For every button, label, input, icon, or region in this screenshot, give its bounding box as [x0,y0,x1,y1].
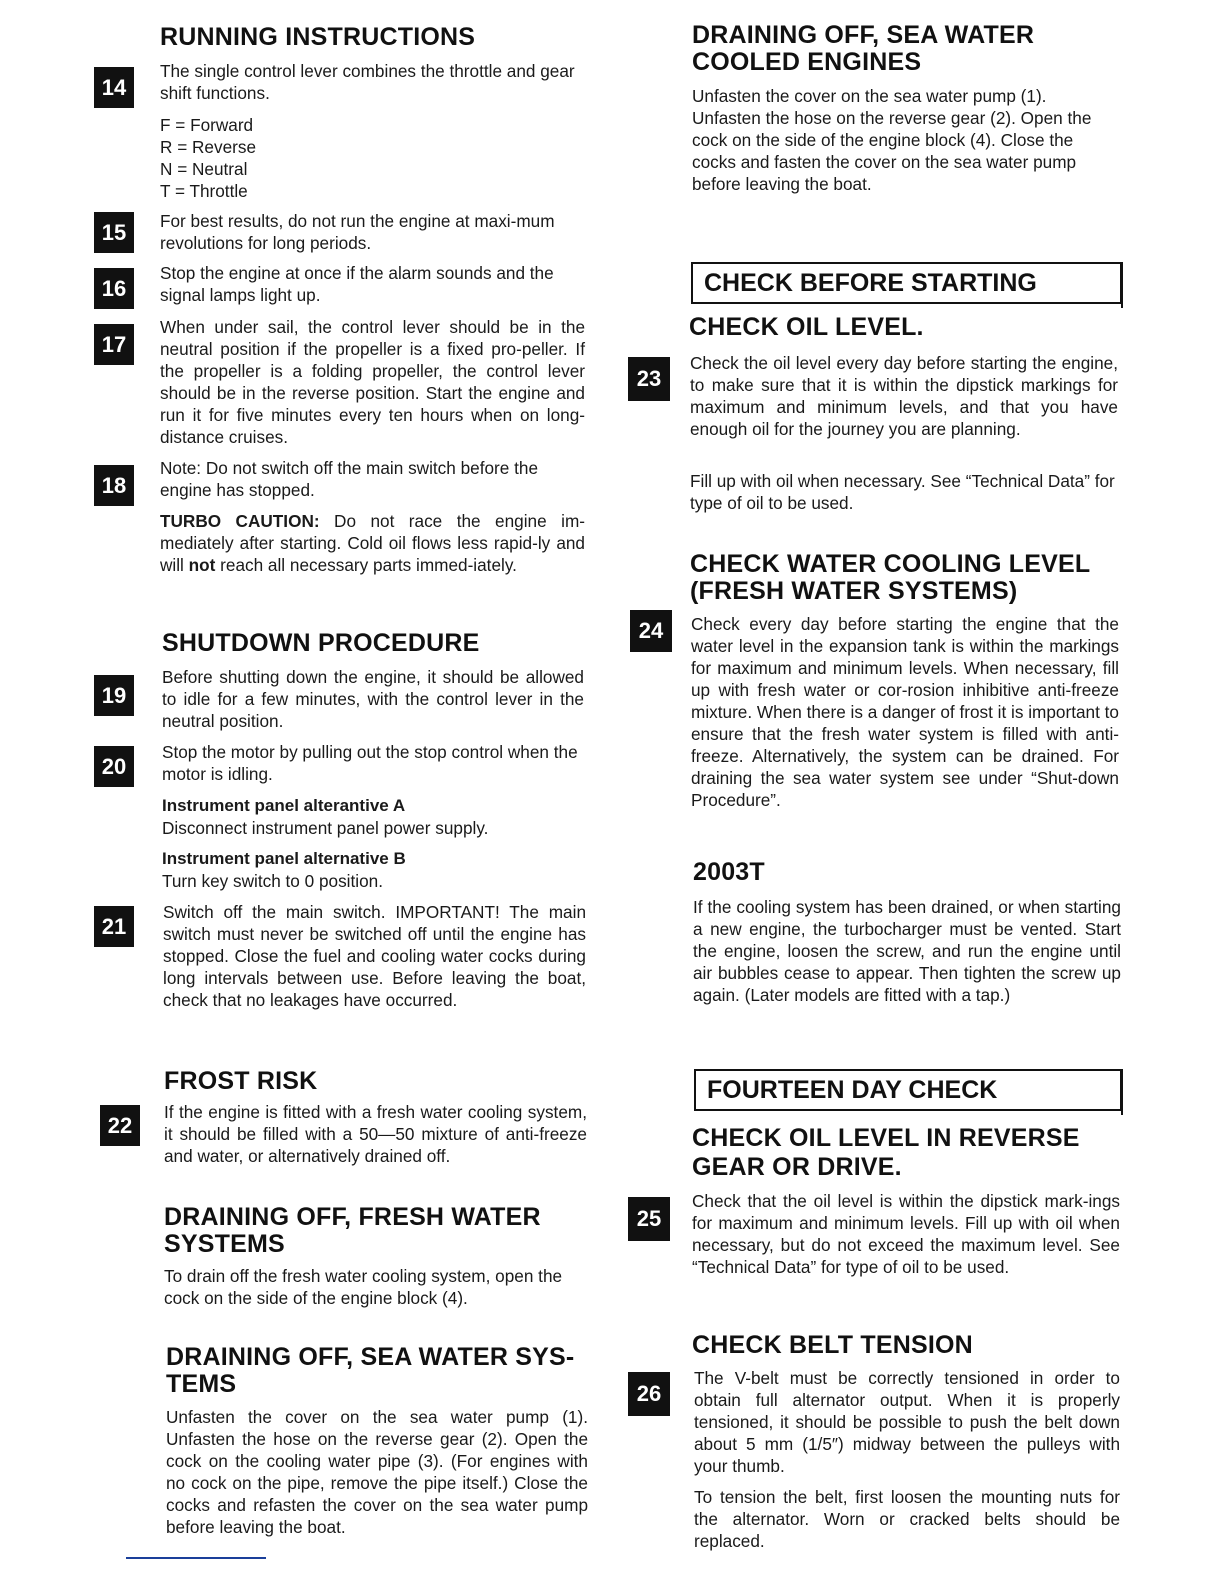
check-oil-gear-title: CHECK OIL LEVEL IN REVERSE GEAR OR DRIVE. [692,1124,1080,1181]
legend-throttle: T = Throttle [160,181,248,201]
step-badge-18: 18 [94,465,134,506]
step-18-text: Note: Do not switch off the main switch before the engine has stopped. [160,458,538,500]
blue-rule [126,1557,266,1559]
alt-a-block [162,794,584,839]
alt-b-label: Instrument panel alternative B [162,849,406,868]
step-badge-26: 26 [628,1372,670,1416]
check-before-starting-box: CHECK BEFORE STARTING [691,262,1122,304]
step-22-text: If the engine is fitted with a fresh water cooling system, it should be filled with a 50—50 mixture of anti-freeze and water, or alternatively drained off. [164,1102,587,1166]
step-25-text: Check that the oil level is within the dipstick mark-ings for maximum and minimum levels. Fill up with oil when necessary, but do not exceed the maximum level. See “Technical Data” for type of oil to be used. [692,1191,1120,1277]
step-26-text-2: To tension the belt, first loosen the mounting nuts for the alternator. Worn or cracked belts should be replaced. [694,1487,1120,1551]
step-badge-23: 23 [628,357,670,401]
step-badge-14: 14 [94,67,134,108]
running-instructions-title: RUNNING INSTRUCTIONS [160,23,476,51]
legend-neutral: N = Neutral [160,159,248,179]
turbo-caution-text-a: Do not race the engine im-mediately after starting. Cold oil flows less rapid-ly and will [160,511,585,575]
alt-a-label: Instrument panel alterantive A [162,796,406,815]
fourteen-day-check-box: FOURTEEN DAY CHECK [694,1069,1122,1111]
step-badge-24: 24 [630,610,672,652]
step-26-text: The V-belt must be correctly tensioned in order to obtain full alternator output. When it is properly tensioned, it should be possible to push the belt down about 5 mm (1/5″) midway between the pulleys with your thumb. [694,1368,1120,1476]
step-badge-22: 22 [100,1105,140,1146]
draining-sea-cooled-text: Unfasten the cover on the sea water pump (1). Unfasten the hose on the reverse gear (2). Open the cock on the side of the engine block (4). Close the cocks and fasten the cover on the sea water pump before leaving the boat. [692,86,1092,194]
step-badge-19: 19 [94,675,134,716]
step-23-text-2: Fill up with oil when necessary. See “Technical Data” for type of oil to be used. [690,471,1115,513]
step-badge-15: 15 [94,212,134,253]
shutdown-procedure-title: SHUTDOWN PROCEDURE [162,629,480,657]
step-24-text: Check every day before starting the engine that the water level in the expansion tank is within the markings for maximum and minimum levels. When necessary, fill up with fresh water or cor-rosion inhibitive anti-freeze mixture. When there is a danger of frost it is important to ensure that the fresh water system is filled with anti-freeze. Alternatively, the system can be drained. For draining the sea water system see under “Shut-down Procedure”. [691,614,1119,810]
step-23-text: Check the oil level every day before starting the engine, to make sure that it is within the dipstick markings for maximum and minimum levels, and that you have enough oil for the journey you are planning. [690,353,1118,439]
draining-fresh-title: DRAINING OFF, FRESH WATER SYSTEMS [164,1203,541,1258]
draining-sea-text: Unfasten the cover on the sea water pump (1). Unfasten the hose on the reverse gear (2). Open the cock on the cooling water pipe (3). (For engines with no cock on the pipe, remove the pipe itself.) Close the cocks and refasten the cover on the sea water pump before leaving the boat. [166,1407,588,1537]
model-2003t-text: If the cooling system has been drained, or when starting a new engine, the turbocharger must be vented. Start the engine, loosen the screw, and run the engine until air bubbles cease to appear. Then tighten the screw up again. (Later models are fitted with a tap.) [693,897,1121,1005]
frost-risk-title: FROST RISK [164,1067,318,1095]
turbo-caution-text-b: reach all necessary parts immed-iately. [215,555,517,575]
turbo-caution-label: TURBO CAUTION: [160,511,320,531]
alt-b-text: Turn key switch to 0 position. [162,871,383,891]
step-14-text: The single control lever combines the throttle and gear shift functions. [160,61,575,103]
step-20-text: Stop the motor by pulling out the stop control when the motor is idling. [162,742,578,784]
step-badge-20: 20 [94,746,134,787]
step-15-text: For best results, do not run the engine at maxi-mum revolutions for long periods. [160,211,555,253]
turbo-caution [160,510,585,576]
legend-forward: F = Forward [160,115,254,135]
alt-a-text: Disconnect instrument panel power supply. [162,818,489,838]
check-oil-level-title: CHECK OIL LEVEL. [689,313,924,341]
turbo-caution-not: not [188,555,216,575]
draining-sea-title: DRAINING OFF, SEA WATER SYS-TEMS [166,1343,575,1398]
step-badge-16: 16 [94,268,134,309]
check-belt-tension-title: CHECK BELT TENSION [692,1331,973,1359]
draining-sea-cooled-title: DRAINING OFF, SEA WATER COOLED ENGINES [692,21,1035,76]
step-21-text: Switch off the main switch. IMPORTANT! The main switch must never be switched off until the engine has stopped. Close the fuel and cooling water cocks during long intervals between use. Before leaving the boat, check that no leakages have occurred. [163,902,586,1010]
step-badge-25: 25 [628,1197,670,1241]
check-water-cooling-title: CHECK WATER COOLING LEVEL (FRESH WATER SYSTEMS) [690,550,1090,605]
step-16-text: Stop the engine at once if the alarm sounds and the signal lamps light up. [160,263,554,305]
legend-reverse: R = Reverse [160,137,256,157]
control-legend [160,114,460,202]
step-badge-17: 17 [94,324,134,365]
alt-b-block [162,847,584,892]
draining-fresh-text: To drain off the fresh water cooling system, open the cock on the side of the engine block (4). [164,1266,563,1308]
step-19-text: Before shutting down the engine, it should be allowed to idle for a few minutes, with the control lever in the neutral position. [162,667,584,731]
step-17-text: When under sail, the control lever should be in the neutral position if the propeller is a fixed pro-peller. If the propeller is a folding propeller, the control lever should be in the reverse position. Start the engine and run it for five minutes every ten hours when on long-distance cruises. [160,317,585,447]
model-2003t-title: 2003T [693,858,765,886]
step-badge-21: 21 [94,906,134,947]
